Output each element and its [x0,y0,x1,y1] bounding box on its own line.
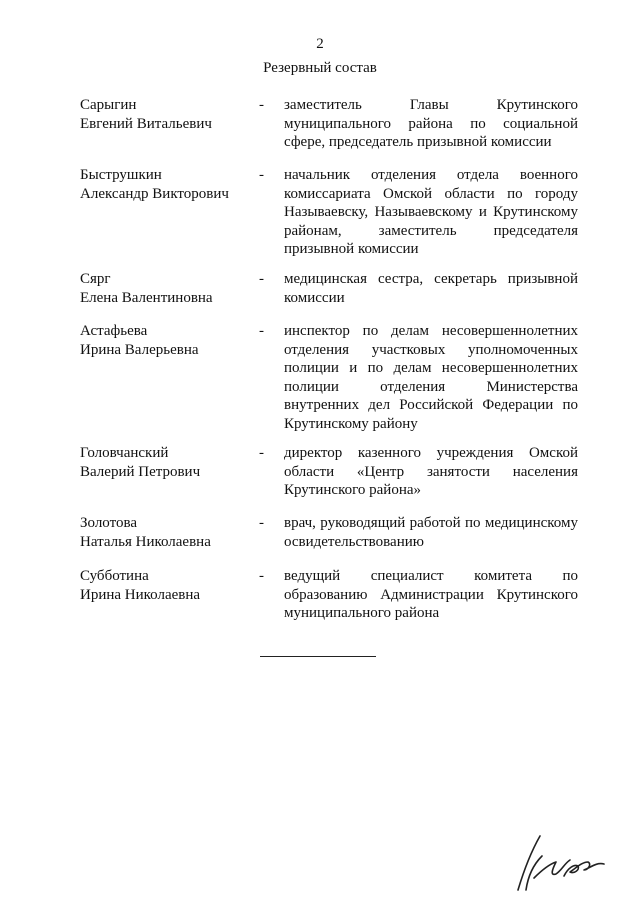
member-surname: Астафьева [80,323,148,339]
member-name [80,444,260,481]
member-dash: - [259,97,264,113]
member-role: ведущий специалист комитета по образованию Администрации Крутинского муниципального района [284,568,578,621]
member-given-names: Евгений Витальевич [80,115,212,132]
member-given-names: Ирина Николаевна [80,586,201,603]
member-surname: Золотова [80,515,138,531]
handwritten-signature-icon [512,824,612,894]
member-role: инспектор по делам несовершеннолетних отделения участковых уполномоченных полиции и по делам несовершеннолетних полиции отделения Министерства внутренних дел Российской Федерации по Крутинскому району [284,323,578,432]
member-dash: - [259,323,264,339]
member-role: медицинская сестра, секретарь призывной комиссии [284,271,578,306]
member-role: заместитель Главы Крутинского муниципального района по социальной сфере, председатель призывной комиссии [284,97,578,150]
member-dash: - [259,568,264,584]
member-role: директор казенного учреждения Омской области «Центр занятости населения Крутинского района» [284,445,578,498]
member-given-names: Ирина Валерьевна [80,341,199,358]
signature-stroke [564,862,604,876]
member-role: начальник отделения отдела военного комиссариата Омской области по городу Называевску, Называевскому и Крутинскому районам, заместитель председателя призывной комиссии [284,167,578,257]
member-name [80,270,260,307]
page-number: 2 [316,36,324,52]
member-surname: Сарыгин [80,97,137,113]
member-surname: Сярг [80,271,111,287]
member-surname: Головчанский [80,445,169,461]
member-given-names: Валерий Петрович [80,463,201,480]
member-name [80,166,260,203]
member-name [80,96,260,133]
member-given-names: Елена Валентиновна [80,289,213,306]
closing-separator-line [260,656,376,657]
member-dash: - [259,167,264,183]
member-surname: Быструшкин [80,167,162,183]
page-title: Резервный состав [263,60,377,76]
member-name [80,514,260,551]
member-dash: - [259,271,264,287]
member-name [80,322,260,359]
member-surname: Субботина [80,568,149,584]
member-given-names: Александр Викторович [80,185,229,202]
member-dash: - [259,515,264,531]
member-role: врач, руководящий работой по медицинскому освидетельствованию [284,515,578,550]
member-given-names: Наталья Николаевна [80,533,211,550]
member-dash: - [259,445,264,461]
member-name [80,567,260,604]
